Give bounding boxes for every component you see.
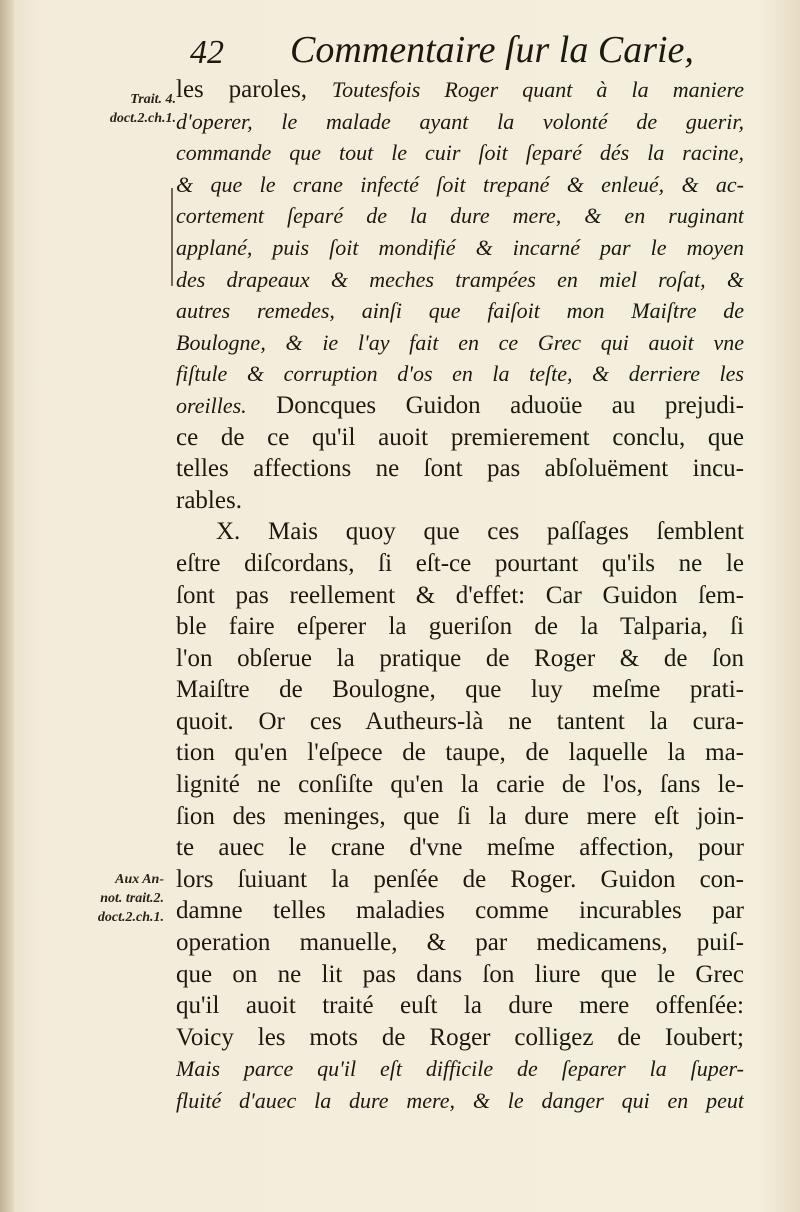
text-italic: Toutesfois Roger quant à la maniere	[331, 77, 744, 102]
text-line: operation manuelle, & par medicamens, puiſ-	[176, 929, 744, 957]
text-line: te auec le crane d'vne meſme affection, pour	[176, 834, 744, 862]
text-line: Maiſtre de Boulogne, que luy meſme prati-	[176, 676, 744, 704]
running-head: Commentaire ſur la Carie,	[290, 29, 694, 71]
text-line: & que le crane infecté ſoit trepané & enleué, & ac-	[176, 171, 744, 197]
text-line: cortement ſeparé de la dure mere, & en ruginant	[176, 203, 744, 229]
margin-rule	[171, 188, 173, 286]
text-line: lignité ne conſiſte qu'en la carie de l'os, ſans le-	[176, 771, 744, 799]
margin-note: Aux An- not. trait.2. doct.2.ch.1.	[97, 872, 164, 925]
margin-note: Trait. 4. doct.2.ch.1.	[109, 92, 176, 126]
text-line: ce de ce qu'il auoit premierement conclu, que	[176, 423, 744, 451]
text-line: rables.	[176, 486, 242, 514]
page-header	[190, 28, 710, 78]
text-line: Boulogne, & ie l'ay fait en ce Grec qui auoit vne	[176, 329, 744, 355]
text-line: X. Mais quoy que ces paſſages ſemblent	[216, 518, 744, 546]
text-line: eſtre diſcordans, ſi eſt-ce pourtant qu'ils ne le	[176, 549, 744, 577]
text-line: fluité d'auec la dure mere, & le danger qui en peut	[176, 1088, 744, 1113]
text-italic: oreilles.	[176, 392, 247, 418]
text-line: commande que tout le cuir ſoit ſeparé dés la racine,	[176, 140, 744, 166]
body-text	[176, 74, 744, 1117]
text-line: ſion des meninges, que ſi la dure mere eſt join-	[176, 802, 744, 830]
text-line: applané, puis ſoit mondifié & incarné par le moyen	[176, 234, 744, 260]
text-line: des drapeaux & meches trampées en miel roſat, &	[176, 266, 744, 292]
page-number: 42	[190, 34, 224, 71]
text-line: quoit. Or ces Autheurs-là ne tantent la cura-	[176, 707, 744, 735]
text-line: l'on obſerue la pratique de Roger & de ſon	[176, 644, 744, 672]
text-line: qu'il auoit traité euſt la dure mere offenſée:	[176, 992, 744, 1020]
text-line: que on ne lit pas dans ſon liure que le Grec	[176, 960, 744, 988]
text-line: ſont pas reellement & d'effet: Car Guidon ſem-	[176, 581, 744, 609]
text-line: damne telles maladies comme incurables par	[176, 897, 744, 925]
text-line: Mais parce qu'il eſt difficile de ſeparer la ſuper-	[176, 1056, 744, 1082]
text-roman: les paroles,	[176, 76, 332, 103]
text-line: ble faire eſperer la gueriſon de la Talparia, ſi	[176, 613, 744, 641]
text-line: Voicy les mots de Roger colligez de Ioubert;	[176, 1023, 744, 1051]
text-line: autres remedes, ainſi que faiſoit mon Maiſtre de	[176, 298, 744, 324]
text-line: lors ſuiuant la penſée de Roger. Guidon con-	[176, 865, 744, 893]
text-line	[176, 390, 744, 422]
page-gutter	[0, 0, 14, 1212]
text-line: tion qu'en l'eſpece de taupe, de laquelle la ma-	[176, 739, 744, 767]
text-line: telles affections ne ſont pas abſoluëment incu-	[176, 455, 744, 483]
text-line	[176, 74, 744, 106]
text-line: d'operer, le malade ayant la volonté de guerir,	[176, 108, 744, 134]
text-roman: Doncques Guidon aduoüe au prejudi-	[246, 391, 744, 419]
text-line: fiſtule & corruption d'os en la teſte, & derriere les	[176, 361, 744, 387]
